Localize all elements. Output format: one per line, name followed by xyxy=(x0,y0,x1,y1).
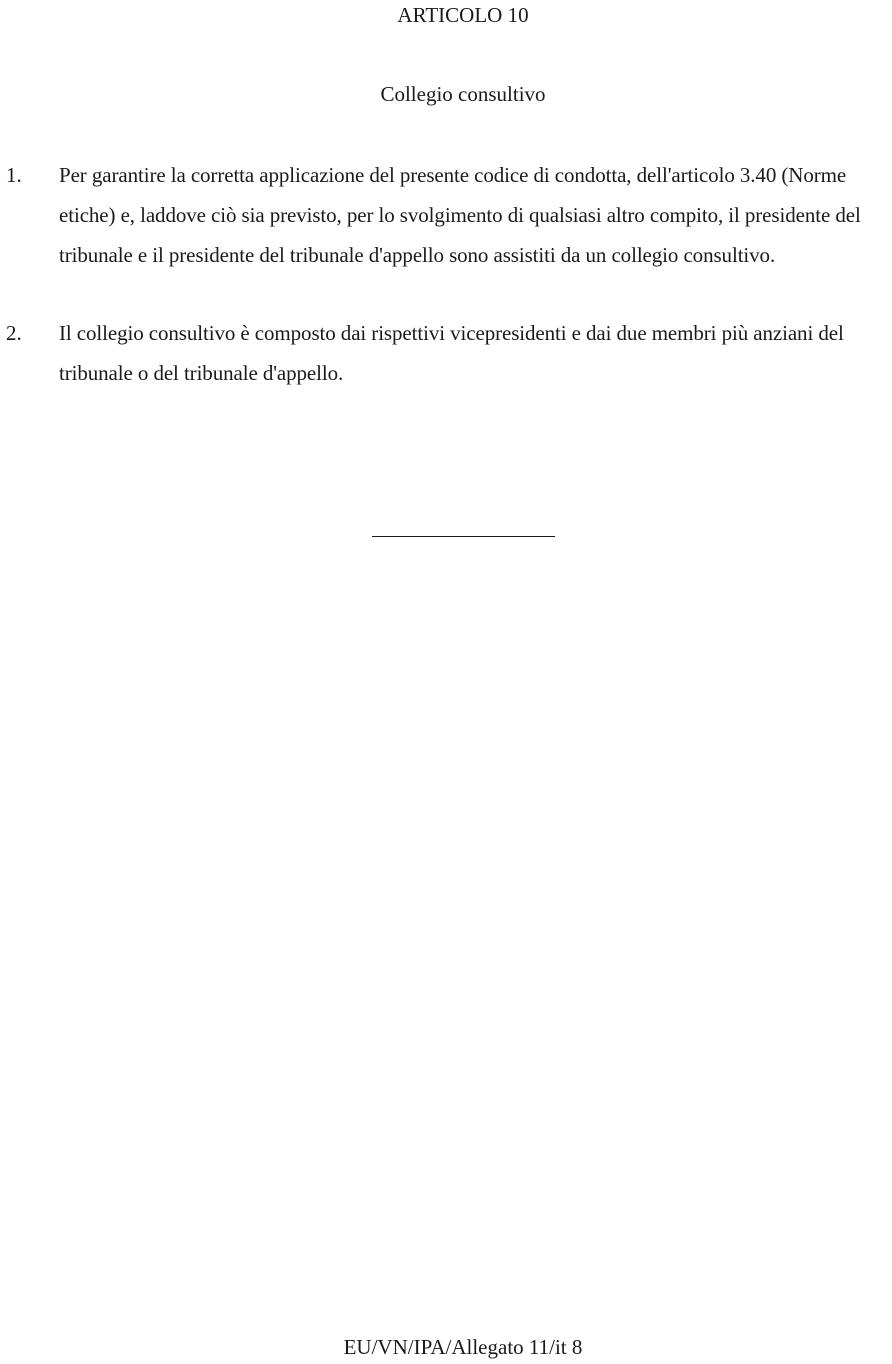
end-of-article-rule xyxy=(372,536,555,537)
clause-number: 1. xyxy=(6,163,22,187)
clause-list xyxy=(0,155,892,431)
clause-number: 2. xyxy=(6,321,22,345)
clause-text: Il collegio consultivo è composto dai rispettivi vicepresidenti e dai due membri più anziani del tribunale o del tribunale d'appello. xyxy=(59,321,844,385)
clause-text: Per garantire la corretta applicazione del presente codice di condotta, dell'articolo 3.40 (Norme etiche) e, laddove ciò sia previsto, per lo svolgimento di qualsiasi altro compito, il presidente del tribunale e il presidente del tribunale d'appello sono assistiti da un collegio consultivo. xyxy=(59,163,861,267)
clause-item xyxy=(0,155,892,275)
article-title: Collegio consultivo xyxy=(380,82,546,106)
article-heading: ARTICOLO 10 xyxy=(397,3,529,27)
clause-item xyxy=(0,313,892,393)
document-reference-footer: EU/VN/IPA/Allegato 11/it 8 xyxy=(343,1335,583,1359)
